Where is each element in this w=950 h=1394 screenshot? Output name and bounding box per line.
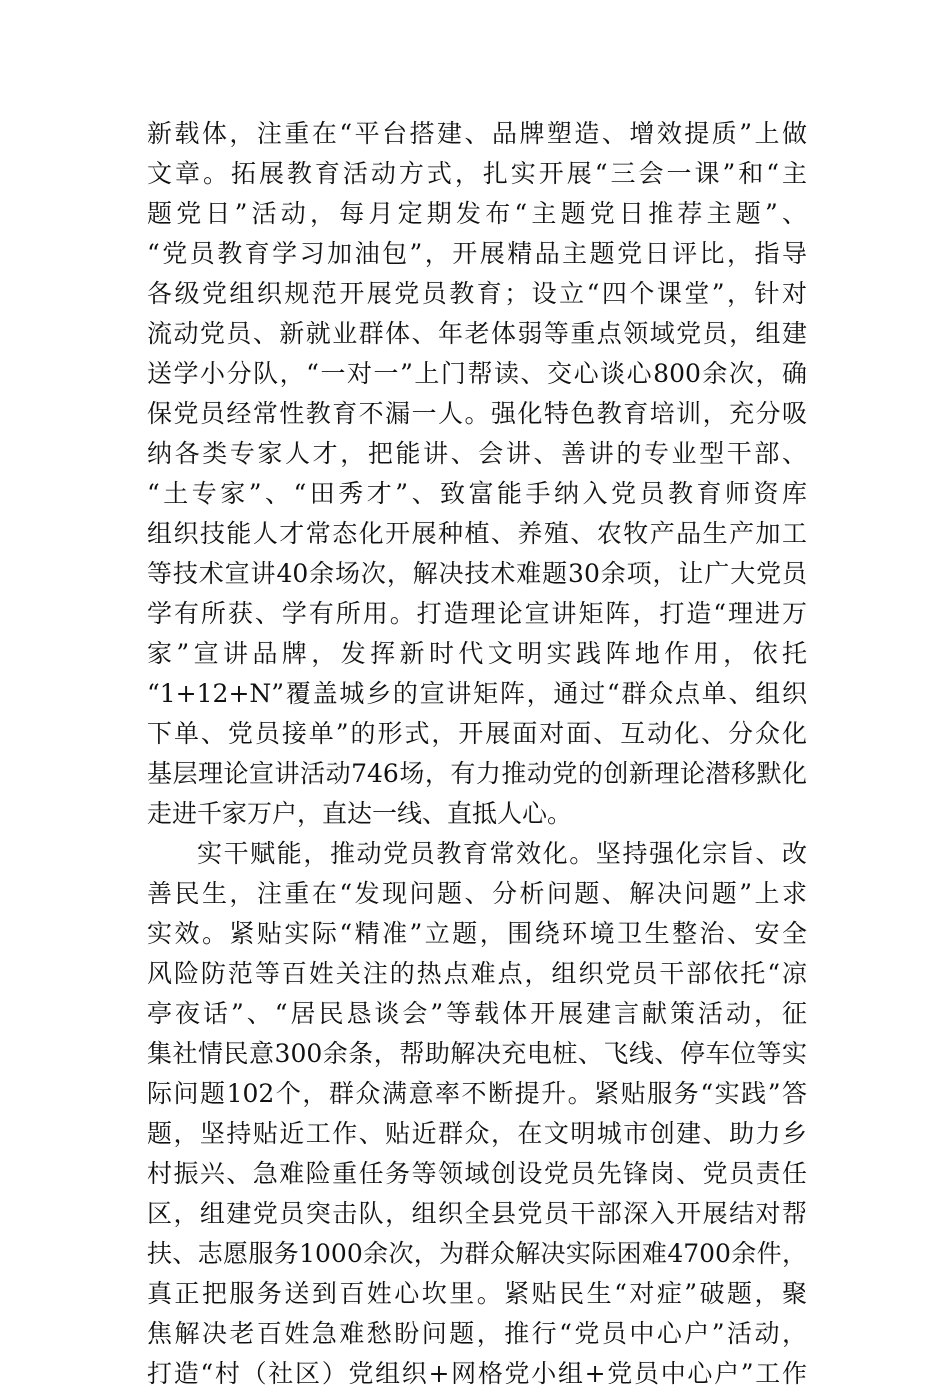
text-line: 扶、志愿服务1000余次，为群众解决实际困难4700余件，	[147, 1239, 807, 1268]
text-line: 走进千家万户，直达一线、直抵人心。	[147, 799, 573, 828]
text-line: 亭夜话”、“居民恳谈会”等载体开展建言献策活动，征	[147, 999, 807, 1028]
text-line: 际问题102个，群众满意率不断提升。紧贴服务“实践”答	[147, 1079, 807, 1108]
text-line: 村振兴、急难险重任务等领域创设党员先锋岗、党员责任	[147, 1159, 807, 1188]
text-line: 保党员经常性教育不漏一人。强化特色教育培训，充分吸	[147, 399, 807, 428]
text-line: 真正把服务送到百姓心坎里。紧贴民生“对症”破题，聚	[147, 1279, 807, 1308]
text-line: 风险防范等百姓关注的热点难点，组织党员干部依托“凉	[147, 959, 807, 988]
text-line: 流动党员、新就业群体、年老体弱等重点领域党员，组建	[147, 319, 807, 348]
text-line: 纳各类专家人才，把能讲、会讲、善讲的专业型干部、	[147, 439, 807, 468]
text-line: 题，坚持贴近工作、贴近群众，在文明城市创建、助力乡	[147, 1119, 807, 1148]
text-line: 等技术宣讲40余场次，解决技术难题30余项，让广大党员	[147, 559, 807, 588]
text-line: 题党日”活动，每月定期发布“主题党日推荐主题”、	[147, 199, 807, 228]
text-line: 集社情民意300余条，帮助解决充电桩、飞线、停车位等实	[147, 1039, 807, 1068]
text-line: “1+12+N”覆盖城乡的宣讲矩阵，通过“群众点单、组织	[147, 679, 807, 708]
text-line: 下单、党员接单”的形式，开展面对面、互动化、分众化	[147, 719, 807, 748]
body-text	[147, 114, 807, 1394]
text-line: 基层理论宣讲活动746场，有力推动党的创新理论潜移默化	[147, 759, 807, 788]
text-line: “党员教育学习加油包”，开展精品主题党日评比，指导	[147, 239, 807, 268]
text-line: 实效。紧贴实际“精准”立题，围绕环境卫生整治、安全	[147, 919, 807, 948]
text-line: 各级党组织规范开展党员教育；设立“四个课堂”，针对	[147, 279, 807, 308]
text-line: 学有所获、学有所用。打造理论宣讲矩阵，打造“理进万	[147, 599, 807, 628]
text-line: 送学小分队，“一对一”上门帮读、交心谈心800余次，确	[147, 359, 807, 388]
text-line: 打造“村（社区）党组织+网格党小组+党员中心户”工作	[147, 1359, 807, 1388]
paragraph-start-line: 实干赋能，推动党员教育常效化。坚持强化宗旨、改	[197, 839, 807, 868]
text-line: 组织技能人才常态化开展种植、养殖、农牧产品生产加工	[147, 519, 807, 548]
text-line: 善民生，注重在“发现问题、分析问题、解决问题”上求	[147, 879, 807, 908]
text-line: 焦解决老百姓急难愁盼问题，推行“党员中心户”活动，	[147, 1319, 807, 1348]
text-line: 区，组建党员突击队，组织全县党员干部深入开展结对帮	[147, 1199, 807, 1228]
text-line: 新载体，注重在“平台搭建、品牌塑造、增效提质”上做	[147, 119, 807, 148]
text-line: 家”宣讲品牌，发挥新时代文明实践阵地作用，依托	[147, 639, 807, 668]
text-line: “土专家”、“田秀才”、致富能手纳入党员教育师资库	[147, 479, 807, 508]
text-line: 文章。拓展教育活动方式，扎实开展“三会一课”和“主	[147, 159, 807, 188]
